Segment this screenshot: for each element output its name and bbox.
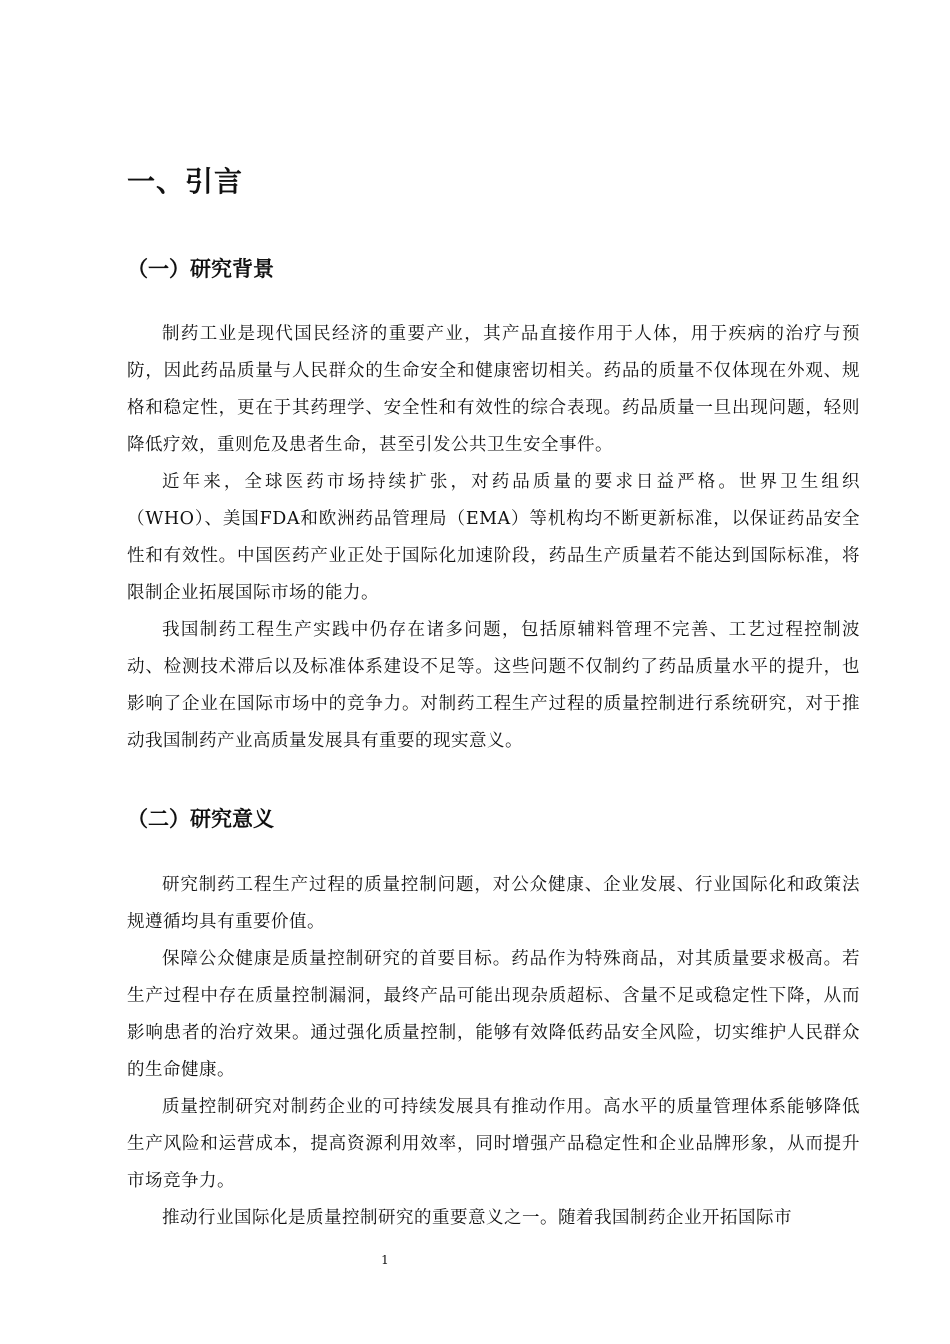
- paragraph: 推动行业国际化是质量控制研究的重要意义之一。随着我国制药企业开拓国际市: [162, 1208, 792, 1228]
- page-number: 1: [381, 1253, 389, 1267]
- paragraph: 保障公众健康是质量控制研究的首要目标。药品作为特殊商品，对其质量要求极高。若生产过程中存在质量控制漏洞，最终产品可能出现杂质超标、含量不足或稳定性下降，从而影响患者的治疗效果。通过强化质量控制，能够有效降低药品安全风险，切实维护人民群众的生命健康。: [127, 949, 860, 1080]
- paragraph: 我国制药工程生产实践中仍存在诸多问题，包括原辅料管理不完善、工艺过程控制波动、检测技术滞后以及标准体系建设不足等。这些问题不仅制约了药品质量水平的提升，也影响了企业在国际市场中的竞争力。对制药工程生产过程的质量控制进行系统研究，对于推动我国制药产业高质量发展具有重要的现实意义。: [127, 620, 860, 751]
- paragraph: 近年来，全球医药市场持续扩张，对药品质量的要求日益严格。世界卫生组织（WHO）、美国FDA和欧洲药品管理局（EMA）等机构均不断更新标准，以保证药品安全性和有效性。中国医药产业正处于国际化加速阶段，药品生产质量若不能达到国际标准，将限制企业拓展国际市场的能力。: [127, 472, 860, 603]
- chapter-heading: 一、引言: [127, 165, 244, 198]
- paragraph: 质量控制研究对制药企业的可持续发展具有推动作用。高水平的质量管理体系能够降低生产风险和运营成本，提高资源利用效率，同时增强产品稳定性和企业品牌形象，从而提升市场竞争力。: [127, 1097, 860, 1191]
- section-heading-background: （一）研究背景: [127, 257, 274, 281]
- paragraph: 制药工业是现代国民经济的重要产业，其产品直接作用于人体，用于疾病的治疗与预防，因此药品质量与人民群众的生命安全和健康密切相关。药品的质量不仅体现在外观、规格和稳定性，更在于其药理学、安全性和有效性的综合表现。药品质量一旦出现问题，轻则降低疗效，重则危及患者生命，甚至引发公共卫生安全事件。: [127, 324, 860, 455]
- section-heading-significance: （二）研究意义: [127, 807, 274, 831]
- paragraph: 研究制药工程生产过程的质量控制问题，对公众健康、企业发展、行业国际化和政策法规遵循均具有重要价值。: [127, 875, 860, 932]
